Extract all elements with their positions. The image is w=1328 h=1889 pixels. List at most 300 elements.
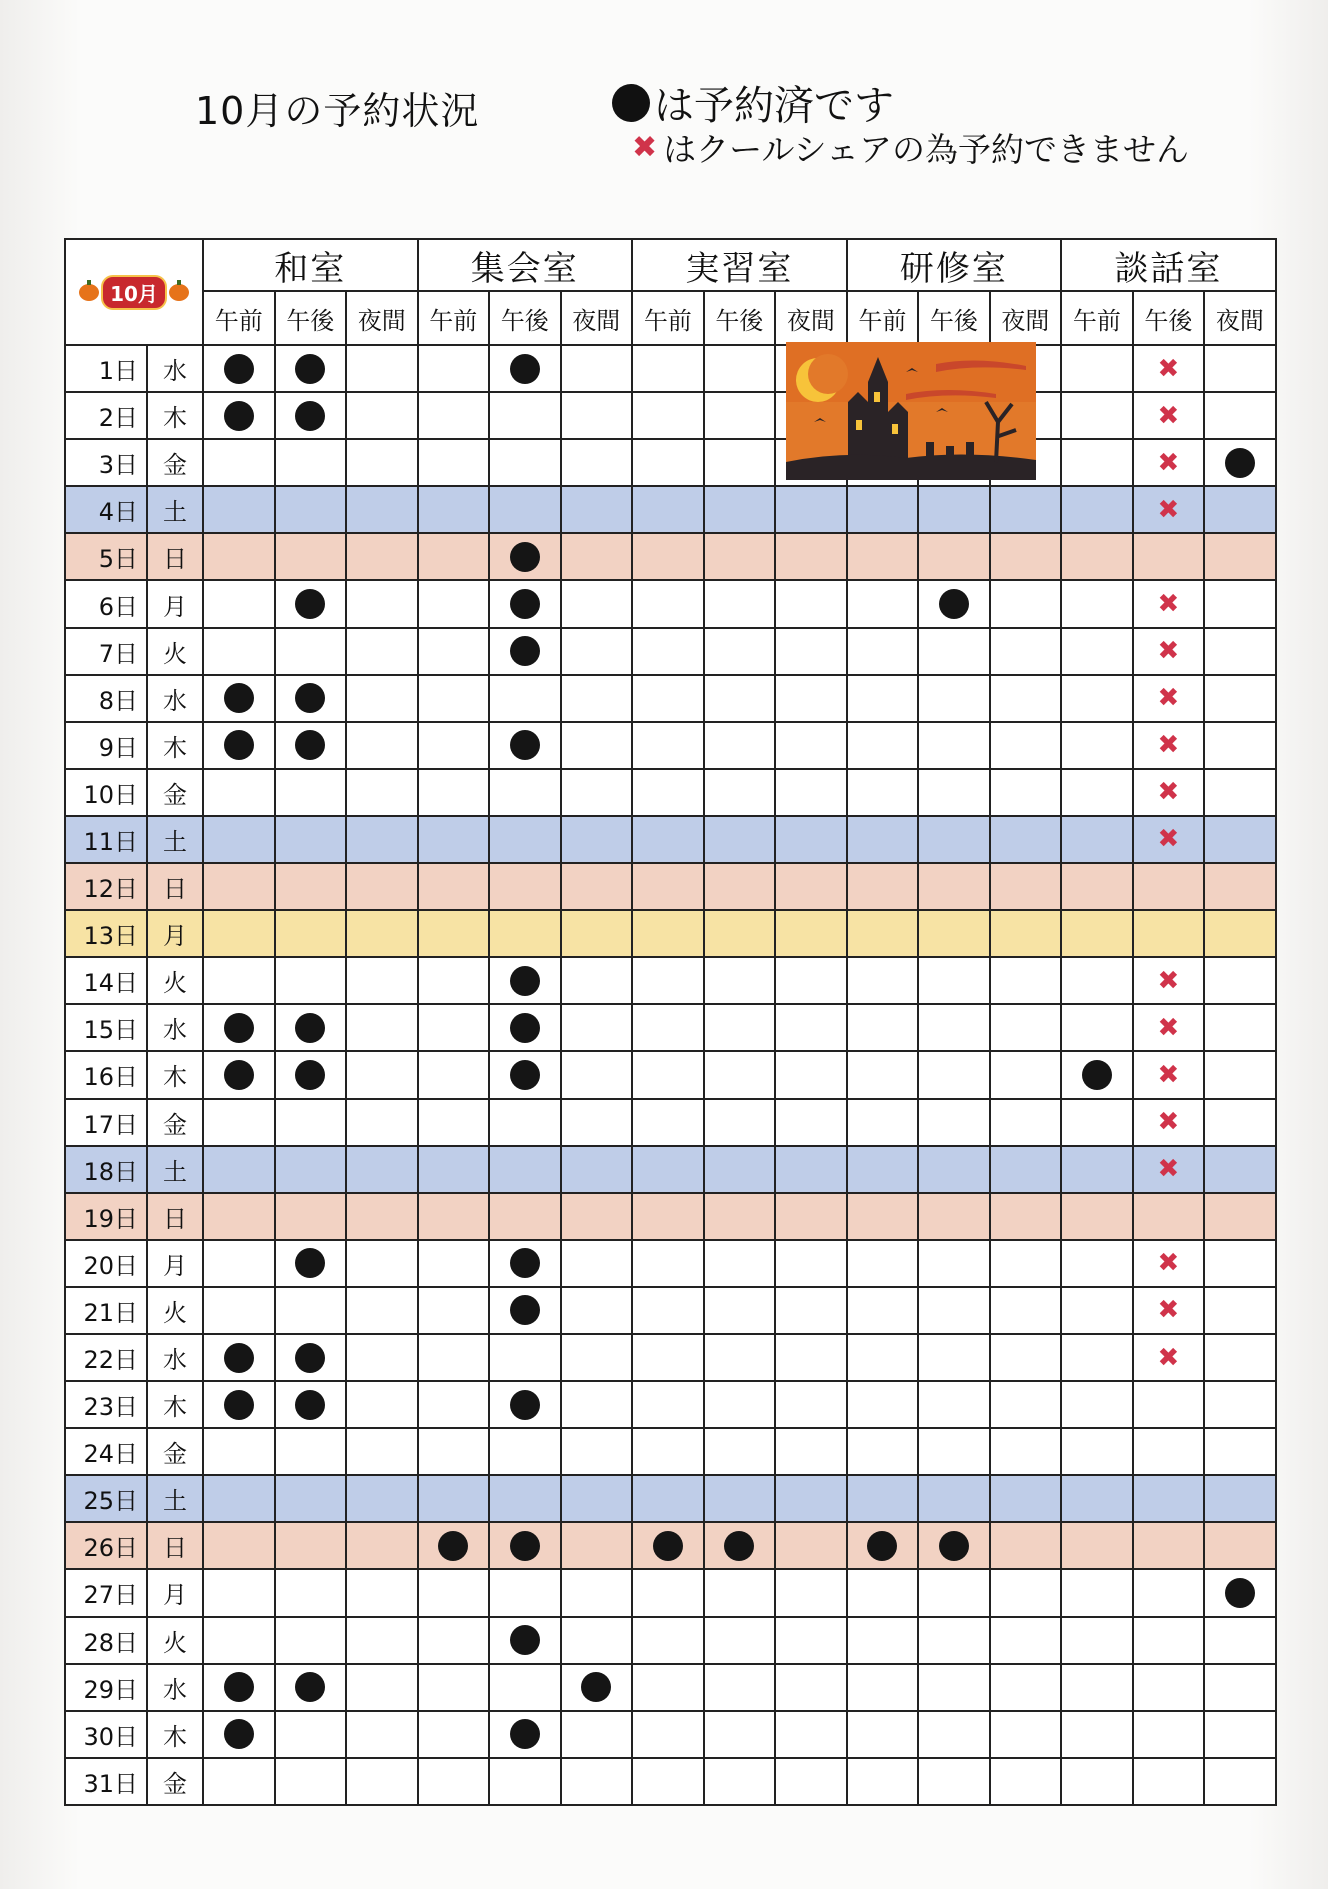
month-badge-cell [65,239,203,345]
slot-cell [1133,1711,1205,1758]
slot-cell [346,1146,418,1193]
slot-cell [346,1522,418,1569]
slot-cell [1204,439,1276,486]
slot-cell [704,1617,776,1664]
slot-cell [775,722,847,769]
weekday-label: 金 [147,1428,203,1475]
slot-cell [990,1004,1062,1051]
slot-cell [275,816,347,863]
slot-cell [418,1428,490,1475]
slot-cell [847,1193,919,1240]
day-row [65,1381,1276,1428]
day-label: 21日 [65,1287,147,1334]
slot-cell [418,1051,490,1098]
slot-cell [632,863,704,910]
day-row [65,1051,1276,1098]
slot-cell [418,722,490,769]
day-row [65,675,1276,722]
slot-cell [275,1664,347,1711]
slot-cell [847,1334,919,1381]
room-header: 実習室 [632,239,847,291]
slot-cell [704,863,776,910]
slot-cell [632,1287,704,1334]
slot-cell [1133,533,1205,580]
slot-cell [632,675,704,722]
slot-cell [1061,345,1133,392]
slot-cell [1133,392,1205,439]
slot-header: 午前 [418,291,490,345]
slot-cell [775,1569,847,1616]
slot-cell [704,1004,776,1051]
slot-cell [418,1004,490,1051]
slot-cell [990,957,1062,1004]
slot-cell [918,1428,990,1475]
slot-cell [203,1287,275,1334]
slot-cell [632,1381,704,1428]
slot-cell [489,1240,561,1287]
slot-cell [918,533,990,580]
slot-cell [346,910,418,957]
slot-cell [632,1099,704,1146]
slot-cell [632,486,704,533]
day-row [65,1146,1276,1193]
reserved-dot-icon [510,1248,540,1278]
slot-cell [1204,345,1276,392]
day-label: 2日 [65,392,147,439]
unavailable-cross-icon: ✖ [1157,1059,1180,1090]
slot-cell [1204,486,1276,533]
slot-cell [704,1193,776,1240]
slot-cell [418,1146,490,1193]
slot-cell [418,1711,490,1758]
slot-cell [489,439,561,486]
slot-cell [275,1099,347,1146]
unavailable-cross-icon: ✖ [1157,730,1180,761]
slot-cell [918,1004,990,1051]
slot-cell [847,1004,919,1051]
slot-cell [1133,1522,1205,1569]
slot-cell [1133,1287,1205,1334]
slot-cell [847,1099,919,1146]
slot-cell [704,1146,776,1193]
slot-cell [775,1617,847,1664]
slot-cell [632,1240,704,1287]
slot-cell [275,1475,347,1522]
slot-cell [632,345,704,392]
slot-cell [418,910,490,957]
slot-cell [847,1240,919,1287]
slot-cell [489,1146,561,1193]
unavailable-cross-icon: ✖ [1157,1295,1180,1326]
reserved-dot-icon [510,730,540,760]
slot-cell [1204,1051,1276,1098]
day-row [65,1193,1276,1240]
unavailable-cross-icon: ✖ [1157,494,1180,525]
reserved-dot-icon [939,589,969,619]
slot-header: 午後 [918,291,990,345]
slot-cell [1204,957,1276,1004]
reserved-dot-icon [224,1719,254,1749]
reserved-dot-icon [224,354,254,384]
reserved-dot-icon [653,1531,683,1561]
slot-cell [489,910,561,957]
day-row [65,957,1276,1004]
slot-cell [704,1051,776,1098]
reserved-dot-icon [224,1390,254,1420]
slot-cell [632,1617,704,1664]
slot-cell [561,1617,633,1664]
slot-cell [203,1051,275,1098]
slot-cell [1133,1099,1205,1146]
day-label: 27日 [65,1569,147,1616]
slot-cell [1061,1664,1133,1711]
pumpkin-icon [79,284,99,301]
slot-cell [847,722,919,769]
slot-cell [275,722,347,769]
slot-header: 午前 [203,291,275,345]
slot-cell [346,1569,418,1616]
slot-cell [418,1569,490,1616]
slot-cell [632,1711,704,1758]
slot-cell [1133,1664,1205,1711]
day-row [65,863,1276,910]
reservation-table [64,238,1277,1806]
slot-cell [847,1617,919,1664]
slot-cell [275,1711,347,1758]
day-label: 9日 [65,722,147,769]
day-row [65,1240,1276,1287]
slot-cell [1133,1146,1205,1193]
slot-cell [346,722,418,769]
slot-cell [489,1711,561,1758]
slot-header: 午前 [632,291,704,345]
legend-unavailable-text: はクールシェアの為予約できません [663,130,1189,169]
slot-cell [1061,1240,1133,1287]
reserved-dot-icon [224,683,254,713]
slot-cell [275,1381,347,1428]
slot-cell [1061,1051,1133,1098]
weekday-label: 土 [147,1475,203,1522]
slot-cell [275,957,347,1004]
unavailable-cross-icon: ✖ [1157,965,1180,996]
slot-cell [632,722,704,769]
slot-cell [203,863,275,910]
slot-cell [775,1051,847,1098]
slot-cell [489,1617,561,1664]
slot-cell [418,957,490,1004]
slot-cell [775,1099,847,1146]
slot-cell [847,486,919,533]
slot-cell [990,1240,1062,1287]
weekday-label: 木 [147,392,203,439]
slot-cell [203,1569,275,1616]
slot-cell [632,910,704,957]
slot-cell [346,392,418,439]
slot-cell [1061,628,1133,675]
slot-cell [847,1428,919,1475]
room-header: 和室 [203,239,418,291]
weekday-label: 木 [147,1711,203,1758]
unavailable-cross-icon: ✖ [1157,353,1180,384]
slot-cell [704,1664,776,1711]
slot-cell [847,1569,919,1616]
slot-cell [918,628,990,675]
slot-cell [1204,863,1276,910]
slot-cell [704,580,776,627]
day-row [65,1475,1276,1522]
unavailable-cross-icon: ✖ [1157,1154,1180,1185]
slot-cell [203,675,275,722]
slot-cell [1061,1146,1133,1193]
reserved-dot-icon [510,589,540,619]
slot-cell [418,1099,490,1146]
slot-cell [918,1287,990,1334]
slot-cell [990,863,1062,910]
reserved-dot-icon [224,1343,254,1373]
slot-cell [918,1051,990,1098]
slot-cell [632,628,704,675]
unavailable-cross-icon: ✖ [1157,824,1180,855]
slot-cell [990,722,1062,769]
slot-cell [847,863,919,910]
slot-cell [918,486,990,533]
slot-cell [489,1004,561,1051]
slot-cell [847,628,919,675]
slot-cell [775,1475,847,1522]
slot-cell [561,1240,633,1287]
slot-cell [1204,1664,1276,1711]
room-header: 集会室 [418,239,633,291]
slot-cell [918,1522,990,1569]
reserved-dot-icon [224,730,254,760]
unavailable-cross-icon: ✖ [1157,1107,1180,1138]
slot-cell [418,816,490,863]
slot-cell [1204,910,1276,957]
slot-cell [1204,628,1276,675]
slot-cell [1204,580,1276,627]
slot-cell [704,1287,776,1334]
day-label: 13日 [65,910,147,957]
slot-cell [203,1475,275,1522]
slot-cell [1061,1758,1133,1805]
slot-cell [275,1146,347,1193]
slot-cell [1061,769,1133,816]
slot-cell [847,1381,919,1428]
slot-cell [632,769,704,816]
day-row [65,1711,1276,1758]
slot-cell [346,1711,418,1758]
weekday-label: 月 [147,910,203,957]
slot-cell [1204,722,1276,769]
slot-cell [489,722,561,769]
day-label: 14日 [65,957,147,1004]
month-badge [79,275,189,310]
slot-cell [346,1287,418,1334]
reserved-dot-icon [295,1248,325,1278]
slot-cell [561,1475,633,1522]
slot-cell [918,816,990,863]
slot-cell [847,957,919,1004]
slot-cell [1061,910,1133,957]
slot-cell [632,1334,704,1381]
slot-cell [1061,1287,1133,1334]
day-row [65,1758,1276,1805]
slot-cell [990,1522,1062,1569]
slot-cell [775,675,847,722]
slot-cell [847,1758,919,1805]
slot-cell [203,1240,275,1287]
slot-cell [275,1569,347,1616]
slot-cell [847,675,919,722]
weekday-label: 火 [147,628,203,675]
day-row [65,486,1276,533]
slot-cell [203,1004,275,1051]
slot-cell [918,910,990,957]
slot-cell [489,533,561,580]
reserved-dot-icon [724,1531,754,1561]
day-label: 1日 [65,345,147,392]
slot-cell [847,816,919,863]
reserved-dot-icon [295,1343,325,1373]
reserved-dot-icon [510,1719,540,1749]
slot-cell [918,1099,990,1146]
reserved-dot-icon [510,1295,540,1325]
slot-cell [1204,769,1276,816]
day-row [65,580,1276,627]
slot-cell [775,1334,847,1381]
slot-cell [704,769,776,816]
reserved-dot-icon [295,589,325,619]
reserved-dot-icon [295,354,325,384]
slot-cell [203,1146,275,1193]
weekday-label: 土 [147,486,203,533]
slot-cell [1061,816,1133,863]
slot-cell [418,1475,490,1522]
slot-cell [775,1287,847,1334]
day-row [65,1099,1276,1146]
slot-cell [1133,769,1205,816]
day-row [65,1569,1276,1616]
slot-cell [1061,439,1133,486]
slot-header: 午後 [1133,291,1205,345]
slot-cell [346,816,418,863]
reserved-dot-icon [510,1013,540,1043]
weekday-label: 月 [147,1240,203,1287]
slot-cell [1133,345,1205,392]
slot-cell [632,1475,704,1522]
legend-unavailable [632,124,1189,171]
slot-cell [1204,1193,1276,1240]
slot-cell [775,1146,847,1193]
day-label: 31日 [65,1758,147,1805]
day-row [65,533,1276,580]
reserved-dot-icon [1082,1060,1112,1090]
slot-cell [203,533,275,580]
slot-cell [418,1617,490,1664]
slot-cell [561,1569,633,1616]
slot-cell [346,1240,418,1287]
slot-cell [561,1146,633,1193]
slot-cell [1133,816,1205,863]
slot-cell [918,1146,990,1193]
slot-cell [418,392,490,439]
slot-cell [203,1617,275,1664]
slot-cell [990,816,1062,863]
slot-cell [704,486,776,533]
slot-cell [632,1146,704,1193]
slot-cell [203,486,275,533]
slot-cell [418,439,490,486]
weekday-label: 火 [147,957,203,1004]
weekday-label: 水 [147,675,203,722]
slot-cell [1133,486,1205,533]
unavailable-cross-icon: ✖ [1157,400,1180,431]
slot-cell [346,1617,418,1664]
reserved-dot-icon [510,636,540,666]
day-label: 25日 [65,1475,147,1522]
slot-cell [775,1428,847,1475]
slot-cell [1133,722,1205,769]
slot-cell [203,816,275,863]
unavailable-cross-icon: ✖ [1157,1342,1180,1373]
slot-cell [203,345,275,392]
weekday-label: 日 [147,1193,203,1240]
slot-cell [918,675,990,722]
day-row [65,1617,1276,1664]
slot-cell [561,1758,633,1805]
slot-cell [704,345,776,392]
reserved-dot-icon [1225,1578,1255,1608]
slot-header: 午前 [847,291,919,345]
slot-cell [775,628,847,675]
slot-cell [203,1664,275,1711]
slot-cell [632,1522,704,1569]
room-header: 談話室 [1061,239,1276,291]
slot-cell [346,345,418,392]
slot-cell [561,1522,633,1569]
slot-cell [775,1004,847,1051]
day-label: 19日 [65,1193,147,1240]
weekday-label: 水 [147,1334,203,1381]
slot-cell [1133,1569,1205,1616]
slot-cell [1133,1193,1205,1240]
day-row [65,816,1276,863]
slot-cell [203,1099,275,1146]
reserved-dot-icon [295,1060,325,1090]
reserved-dot-icon [510,966,540,996]
slot-cell [489,1334,561,1381]
slot-cell [1133,863,1205,910]
slot-cell [847,1711,919,1758]
slot-cell [704,722,776,769]
slot-cell [489,345,561,392]
slot-cell [489,1287,561,1334]
day-row [65,910,1276,957]
reserved-dot-icon [510,354,540,384]
slot-header: 午後 [489,291,561,345]
slot-cell [561,1334,633,1381]
slot-cell [632,1569,704,1616]
day-label: 16日 [65,1051,147,1098]
slot-cell [1204,816,1276,863]
slot-cell [203,722,275,769]
slot-cell [346,957,418,1004]
slot-cell [203,580,275,627]
slot-cell [346,628,418,675]
slot-cell [990,1617,1062,1664]
slot-cell [847,1051,919,1098]
slot-cell [990,1051,1062,1098]
